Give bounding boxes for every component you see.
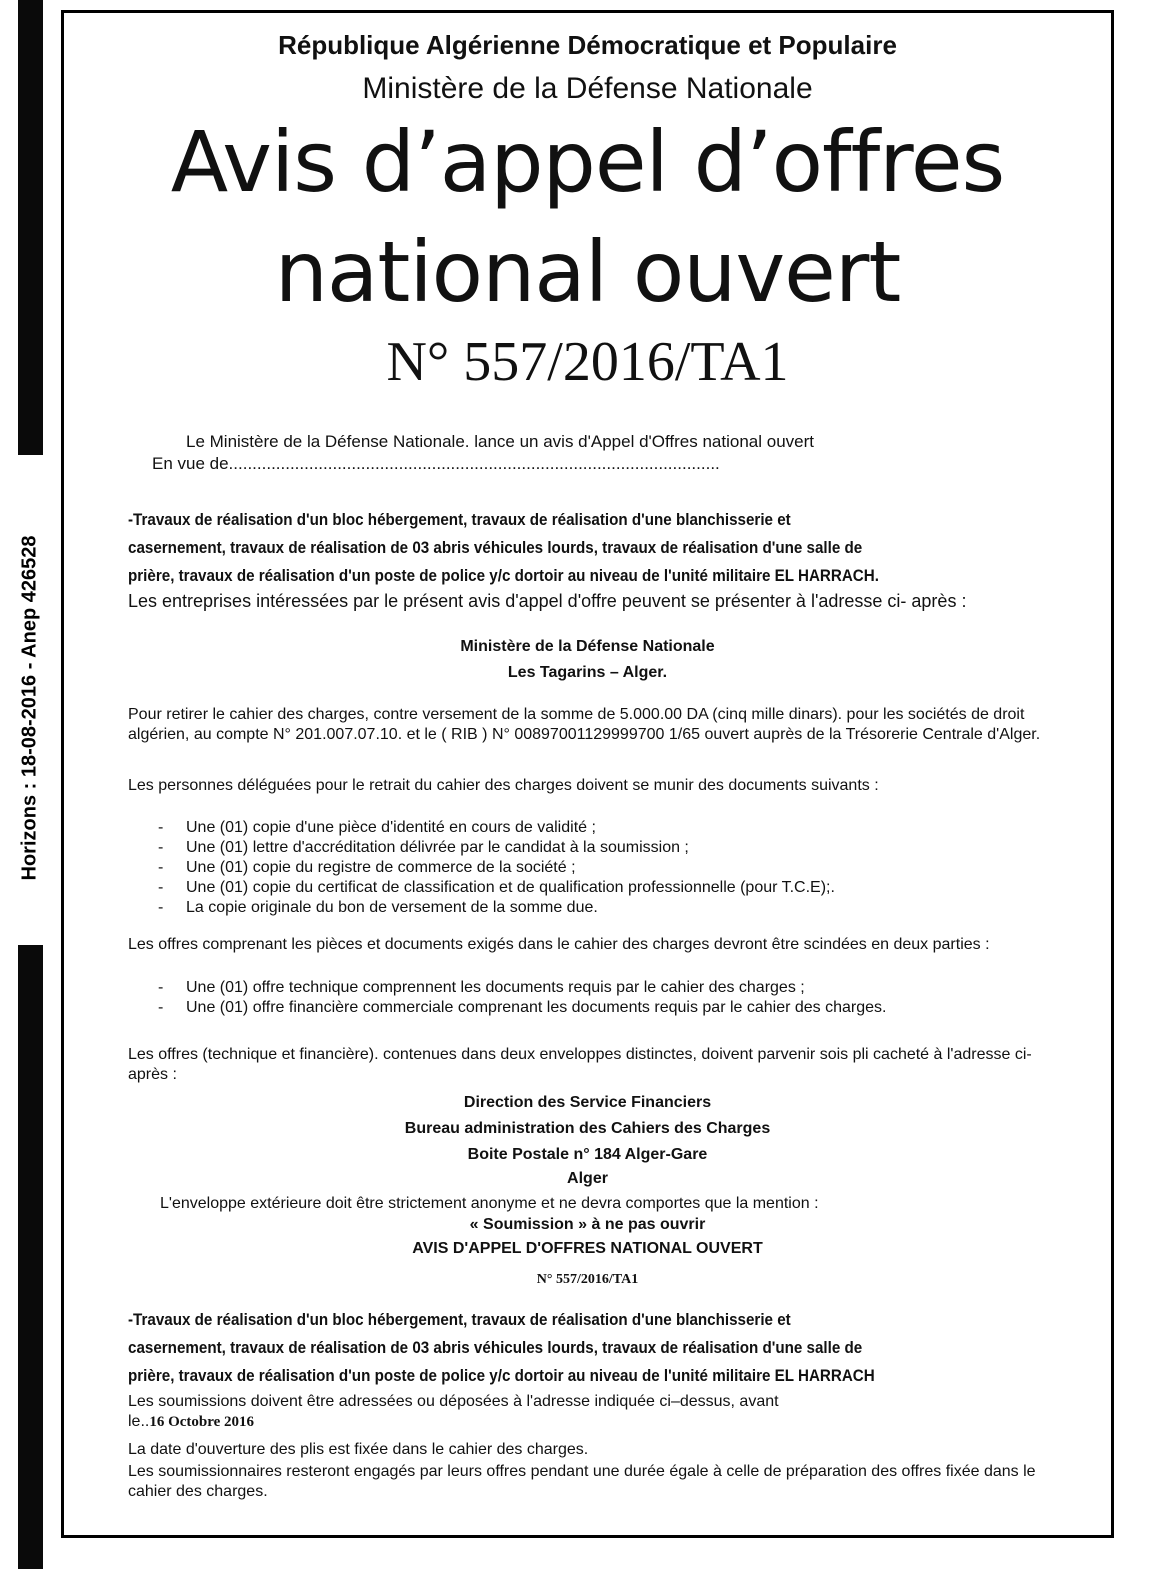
sidebar-publication-ref: Horizons : 18-08-2016 - Anep 426528 — [18, 535, 41, 881]
project-object-line: -Travaux de réalisation d'un bloc hébergement, travaux de réalisation d'une blanchisserie et — [128, 1311, 791, 1329]
submission-deadline — [128, 1412, 1068, 1432]
address2-line1: Direction des Service Financiers — [463, 1094, 712, 1111]
list-item: - Une (01) copie du certificat de classification et de qualification professionnelle (pour T.C.E);. — [150, 878, 1070, 898]
list-item: - Une (01) offre financière commerciale comprenant les documents requis par le cahier des charges. — [150, 998, 1070, 1018]
mention-line1: « Soumission » à ne pas ouvrir — [469, 1216, 706, 1233]
project-object-line: casernement, travaux de réalisation de 03 abris véhicules lourds, travaux de réalisation d'une salle de — [128, 539, 863, 557]
address2-line4: Alger — [567, 1170, 608, 1187]
interested-paragraph: Les entreprises intéressées par le présent avis d'appel d'offre peuvent se présenter à l'adresse ci- après : — [128, 591, 967, 611]
notice-number: N° 557/2016/TA1 — [386, 331, 789, 393]
sidebar-bar-bottom — [18, 945, 43, 1569]
offers-intro-paragraph: Les offres comprenant les pièces et documents exigés dans le cahier des charges devront être scindées en deux parties : — [128, 936, 990, 953]
list-item: - Une (01) lettre d'accréditation délivrée par le candidat à la soumission ; — [150, 838, 1070, 858]
list-item: - Une (01) copie d'une pièce d'identité en cours de validité ; — [150, 818, 1070, 838]
opening-paragraph: La date d'ouverture des plis est fixée dans le cahier des charges. — [128, 1441, 589, 1458]
project-object-line: -Travaux de réalisation d'un bloc hébergement, travaux de réalisation d'une blanchisserie et — [128, 511, 791, 529]
offer-parts-list — [150, 978, 1070, 1018]
delegated-paragraph: Les personnes déléguées pour le retrait du cahier des charges doivent se munir des documents suivants : — [128, 777, 879, 794]
project-object — [128, 506, 1068, 590]
submission-line: Les soumissions doivent être adressées ou déposées à l'adresse indiquée ci–dessus, avant — [128, 1393, 779, 1410]
list-item: - La copie originale du bon de versement de la somme due. — [150, 898, 1070, 918]
deadline-prefix: le.. — [128, 1413, 150, 1430]
withdraw-paragraph: Pour retirer le cahier des charges, contre versement de la somme de 5.000.00 DA (cinq mille dinars). pour les sociétés de droit algérien, au compte N° 201.007.07.10. et le ( RIB ) N° 00897001129999700 1/65 ouvert auprès de la Trésorerie Centrale d'Alger. — [128, 706, 1041, 743]
engaged-paragraph: Les soumissionnaires resteront engagés par leurs offres pendant une durée égale à celle de préparation des offres fixée dans le cahier des charges. — [128, 1463, 1036, 1500]
address1-line1: Ministère de la Défense Nationale — [460, 638, 715, 655]
intro-line: Le Ministère de la Défense Nationale. lance un avis d'Appel d'Offres national ouvert — [186, 432, 814, 451]
notice-title-line2: national ouvert — [274, 223, 901, 321]
intro-purpose-line: En vue de........................................................................................................ — [152, 454, 720, 473]
mention-line3: N° 557/2016/TA1 — [536, 1272, 639, 1287]
sidebar-bar-top — [18, 0, 43, 455]
list-item: - Une (01) copie du registre de commerce de la société ; — [150, 858, 1070, 878]
address1-line2: Les Tagarins – Alger. — [507, 664, 668, 681]
republic-heading: République Algérienne Démocratique et Populaire — [278, 30, 897, 60]
project-object-repeat — [128, 1306, 1068, 1390]
notice-title-line1: Avis d’appel d’offres — [170, 113, 1005, 211]
mention-line2: AVIS D'APPEL D'OFFRES NATIONAL OUVERT — [412, 1240, 763, 1257]
ministry-heading: Ministère de la Défense Nationale — [362, 72, 813, 105]
address2-line3: Boite Postale n° 184 Alger-Gare — [467, 1146, 708, 1163]
deadline-date: 16 Octobre 2016 — [149, 1414, 255, 1430]
list-item: - Une (01) offre technique comprennent les documents requis par le cahier des charges ; — [150, 978, 1070, 998]
project-object-line: casernement, travaux de réalisation de 03 abris véhicules lourds, travaux de réalisation d'une salle de — [128, 1339, 863, 1357]
envelopes-paragraph: Les offres (technique et financière). contenues dans deux enveloppes distinctes, doivent parvenir sois pli cacheté à l'adresse ci-après : — [128, 1046, 1032, 1083]
documents-list — [150, 818, 1070, 918]
project-object-line: prière, travaux de réalisation d'un poste de police y/c dortoir au niveau de l'unité militaire EL HARRACH. — [128, 567, 879, 585]
anonymous-paragraph: L'enveloppe extérieure doit être strictement anonyme et ne devra comportes que la mention : — [160, 1195, 819, 1212]
project-object-line: prière, travaux de réalisation d'un poste de police y/c dortoir au niveau de l'unité militaire EL HARRACH — [128, 1367, 875, 1385]
address2-line2: Bureau administration des Cahiers des Charges — [404, 1120, 771, 1137]
